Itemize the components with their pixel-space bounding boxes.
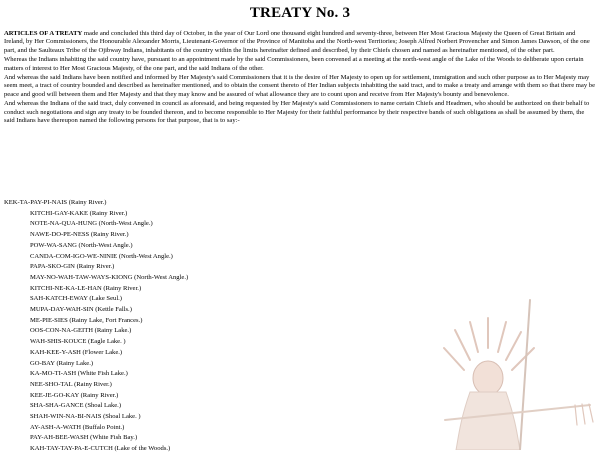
- signer-item: KEE-JE-GO-KAY (Rainy River.): [30, 391, 119, 399]
- chief-signers-list: [4, 198, 404, 455]
- signer-item: KITCHI-GAY-KAKE (Rainy River.): [30, 209, 128, 217]
- signer-item: MUPA-DAY-WAH-SIN (Kettle Falls.): [30, 306, 132, 314]
- preamble-text-2: Whereas the Indians inhabiting the said country have, pursuant to an appointment made by the said Commissioners, been convened at a meeting at the north-west angle of the Lake of the Woods to deliberate upon certain matters of interest to Her Most Gracious Majesty, of the one part, and the said Indians of the other.: [4, 56, 584, 72]
- signer-item: SHA-SHA-GANCE (Shoal Lake.): [30, 402, 122, 410]
- signer-item: NOTE-NA-QUA-HUNG (North-West Angle.): [30, 220, 153, 228]
- signer-item: OOS-CON-NA-GEITH (Rainy Lake.): [30, 327, 132, 335]
- signer-item: GO-BAY (Rainy Lake.): [30, 359, 94, 367]
- signer-item: KA-MO-TI-ASH (White Fish Lake.): [30, 370, 128, 378]
- document-title: TREATY No. 3: [249, 5, 351, 21]
- preamble-paragraph-1: [4, 30, 596, 55]
- signer-item: KAH-KEE-Y-ASH (Flower Lake.): [30, 348, 123, 356]
- signer-item: MAY-NO-WAH-TAW-WAYS-KIONG (North-West Angle.): [30, 273, 189, 281]
- treaty-preamble: [4, 30, 596, 126]
- signer-item: AY-ASH-A-WATH (Buffalo Point.): [30, 423, 125, 431]
- signer-item: PAY-AH-BEE-WASH (White Fish Bay.): [30, 434, 138, 442]
- signer-item: NAWE-DO-PE-NESS (Rainy River.): [30, 231, 129, 239]
- signer-item: NEE-SHO-TAL (Rainy River.): [30, 380, 112, 388]
- preamble-paragraph-2: [4, 56, 596, 73]
- signer-item: CANDA-COM-IGO-WE-NINIE (North-West Angle.): [30, 252, 173, 260]
- preamble-text-3: And whereas the said Indians have been notified and informed by Her Majesty's said Commissioners that it is the desire of Her Majesty to open up for settlement, immigration and such other purpose as to Her Majesty may seem meet, a tract of country bounded and described as hereinafter mentioned, and to obtain the consent thereto of Her Indian subjects inhabiting the said tract, and to make a treaty and arrange with them so that there may be peace and good will between them and Her Majesty and that they may know and be assured of what allowance they are to count upon and receive from Her Majesty's bounty and benevolence.: [4, 74, 596, 98]
- preamble-paragraph-4: [4, 100, 596, 125]
- signer-item: POW-WA-SANG (North-West Angle.): [30, 241, 133, 249]
- signer-item: WAH-SHIS-KOUCE (Eagle Lake. ): [30, 338, 126, 346]
- signer-item: PAPA-SKO-GIN (Rainy River.): [30, 263, 115, 271]
- signer-item: SHAH-WIN-NA-BI-NAIS (Shoal Lake. ): [30, 413, 141, 421]
- preamble-text-1: made and concluded this third day of October, in the year of Our Lord one thousand eight hundred and seventy-three, between Her Most Gracious Majesty the Queen of Great Britain and Ireland, by Her Commissioners, the Honourable Alexander Morris, Lieutenant-Governor of the Province of Manitoba and the North-west Territories; Joseph Alfred Norbert Provencher and Simon James Dawson, of the one part, and the Saulteaux Tribe of the Ojibway Indians, inhabitants of the country within the limits hereinafter defined and described, by their Chiefs chosen and named as hereinafter mentioned, of the other part.: [4, 30, 590, 54]
- articles-heading: ARTICLES OF A TREATY: [4, 30, 83, 37]
- preamble-paragraph-3: [4, 74, 596, 99]
- signer-item: SAH-KATCH-EWAY (Lake Seul.): [30, 295, 122, 303]
- signer-item: KEK-TA-PAY-PI-NAIS (Rainy River.): [4, 199, 107, 206]
- preamble-text-4: And whereas the Indians of the said tract, duly convened in council as aforesaid, and being requested by Her Majesty's said Commissioners to name certain Chiefs and Headmen, who should be authorized on their behalf to conduct such negotiations and sign any treaty to be founded thereon, and to become responsible to Her Majesty for their faithful performance by their respective bands of such obligations as shall be assumed by them, the said Indians have thereupon named the following persons for that purpose, that is to say:-: [4, 100, 590, 125]
- signer-item: KITCHI-NE-KA-LE-HAN (Rainy River.): [30, 284, 142, 292]
- signer-item: KAH-TAY-TAY-PA-E-CUTCH (Lake of the Woods.): [30, 445, 171, 453]
- signer-item: ME-PIE-SIES (Rainy Lake, Fort Frances.): [30, 316, 143, 324]
